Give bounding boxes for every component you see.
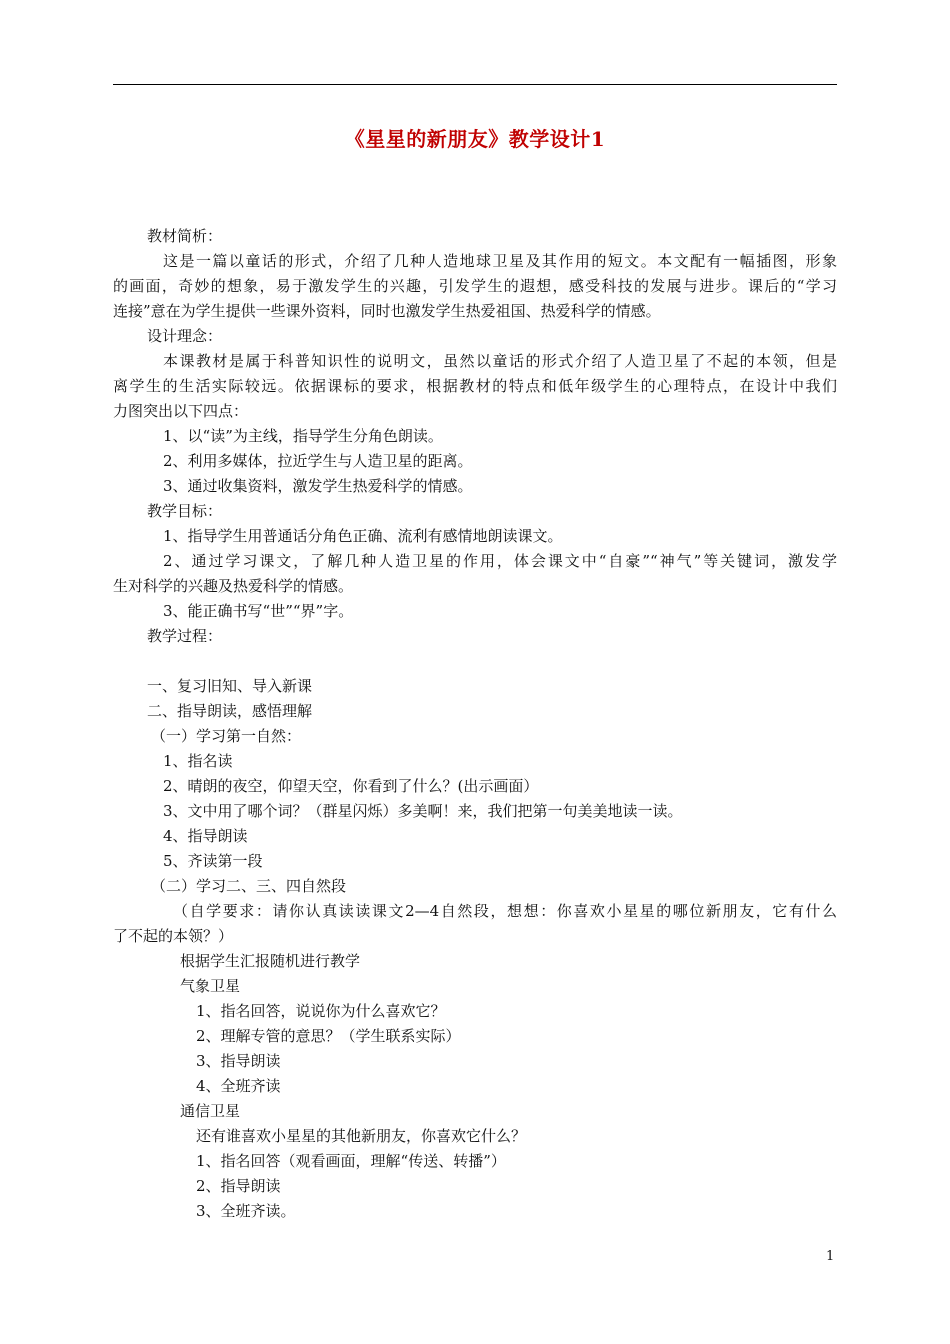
header-rule [113,84,837,85]
paragraph-line: 还有谁喜欢小星星的其他新朋友，你喜欢它什么？ [196,1127,527,1145]
list-item: 2、理解专管的意思？（学生联系实际） [196,1027,461,1045]
list-item: 3、文中用了哪个词？（群星闪烁）多美啊！来，我们把第一句美美地读一读。 [163,802,683,820]
list-item: 2、通过学习课文，了解几种人造卫星的作用，体会课文中“自豪”“神气”等关键词，激发学 [163,552,837,570]
list-item: 1、指名回答，说说你为什么喜欢它？ [196,1002,446,1020]
paragraph-line: 连接”意在为学生提供一些课外资料，同时也激发学生热爱祖国、热爱科学的情感。 [113,302,661,320]
paragraph-line: 了不起的本领？） [113,927,234,945]
paragraph-line: 根据学生汇报随机进行教学 [180,952,361,970]
paragraph-line: 本课教材是属于科普知识性的说明文，虽然以童话的形式介绍了人造卫星了不起的本领，但是 [163,352,837,370]
paragraph-line: 生对科学的兴趣及热爱科学的情感。 [113,577,354,595]
list-item: 2、晴朗的夜空，仰望天空，你看到了什么？(出示画面） [163,777,539,795]
list-item: 5、齐读第一段 [163,852,263,870]
list-item: 3、能正确书写“世”“界”字。 [163,602,354,620]
satellite-heading: 通信卫星 [180,1102,241,1120]
list-item: 1、指导学生用普通话分角色正确、流利有感情地朗读课文。 [163,527,563,545]
heading-teaching-process: 教学过程： [147,627,223,645]
satellite-heading: 气象卫星 [180,977,241,995]
section-heading: 二、指导朗读，感悟理解 [147,702,313,720]
heading-teaching-goals: 教学目标： [147,502,223,520]
page-number: 1 [826,1249,835,1264]
paragraph-line: 的画面，奇妙的想象，易于激发学生的兴趣，引发学生的遐想，感受科技的发展与进步。课后的“学习 [113,277,837,295]
heading-material-analysis: 教材简析： [147,227,223,245]
document-title: 《星星的新朋友》教学设计1 [344,127,606,151]
paragraph-line: 离学生的生活实际较远。依据课标的要求，根据教材的特点和低年级学生的心理特点，在设计中我们 [113,377,837,395]
list-item: 1、以“读”为主线，指导学生分角色朗读。 [163,427,443,445]
heading-design-concept: 设计理念： [147,327,223,345]
subsection-heading: （二）学习二、三、四自然段 [151,877,347,895]
subsection-heading: （一）学习第一自然： [151,727,302,745]
list-item: 1、指名读 [163,752,233,770]
list-item: 2、利用多媒体，拉近学生与人造卫星的距离。 [163,452,473,470]
section-heading: 一、复习旧知、导入新课 [147,677,313,695]
list-item: 2、指导朗读 [196,1177,281,1195]
list-item: 4、全班齐读 [196,1077,281,1095]
paragraph-line: 这是一篇以童话的形式，介绍了几种人造地球卫星及其作用的短文。本文配有一幅插图，形象 [163,252,837,270]
list-item: 1、指名回答（观看画面，理解“传送、转播”） [196,1152,506,1170]
paragraph-line: 力图突出以下四点： [113,402,249,420]
list-item: 3、指导朗读 [196,1052,281,1070]
list-item: 4、指导朗读 [163,827,248,845]
list-item: 3、通过收集资料，激发学生热爱科学的情感。 [163,477,473,495]
list-item: 3、全班齐读。 [196,1202,296,1220]
paragraph-line: （自学要求：请你认真读读课文2—4自然段，想想：你喜欢小星星的哪位新朋友，它有什么 [173,902,837,920]
